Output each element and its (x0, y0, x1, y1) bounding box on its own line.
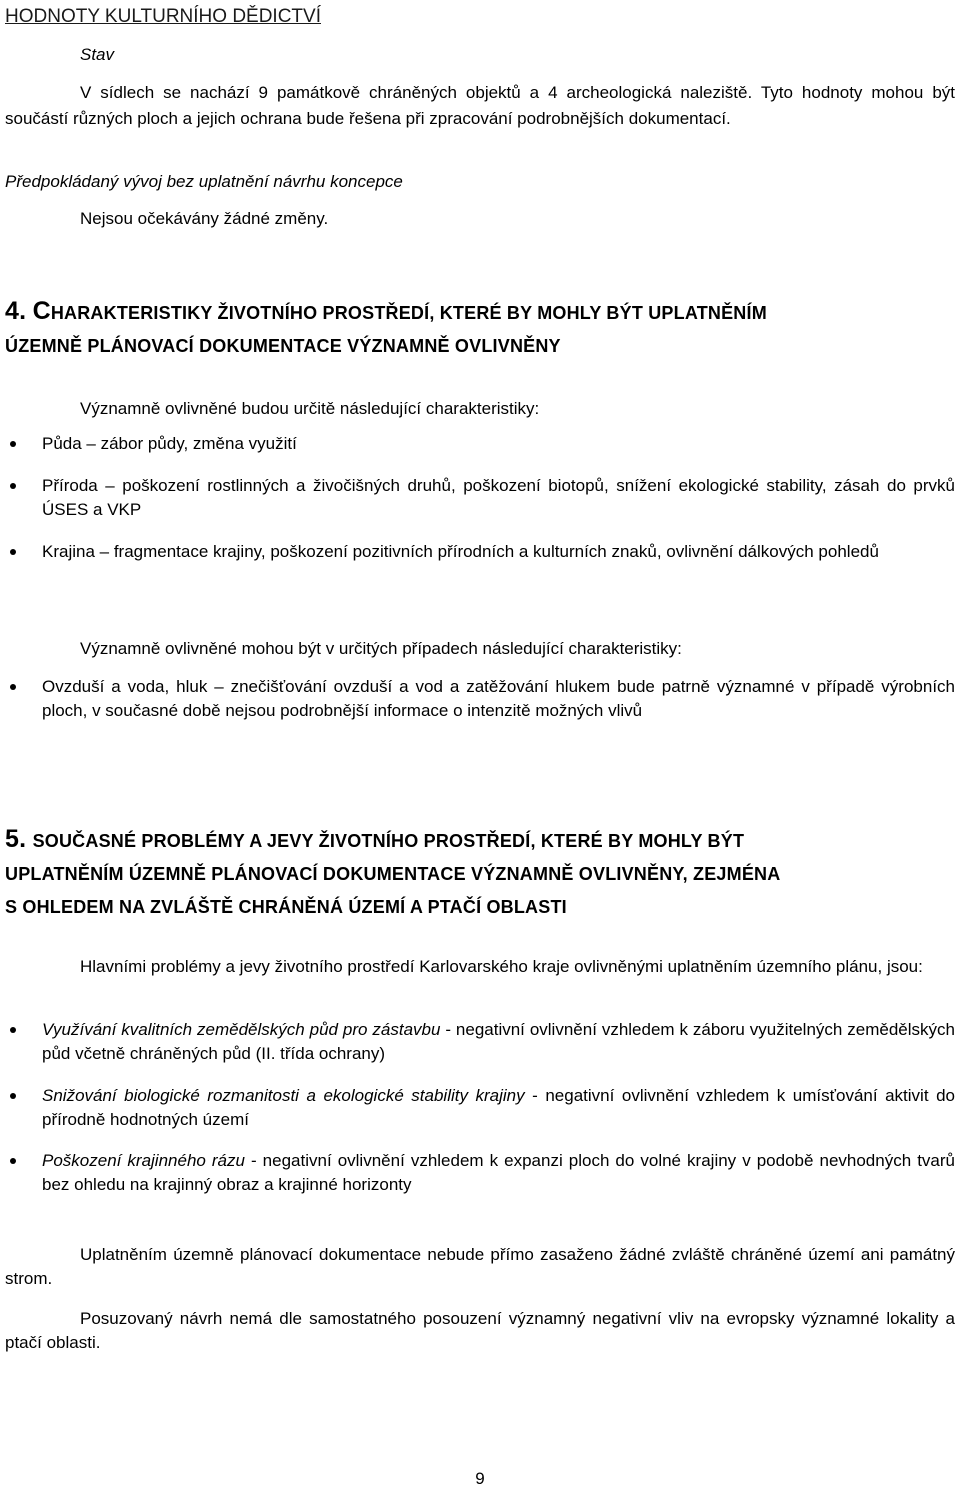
bullet-icon (10, 675, 20, 699)
problem-text (42, 1018, 955, 1066)
section-4-title-initial: C (32, 297, 51, 325)
problem-description: - negativní ovlivnění vzhledem k expanzi ploch do volné krajiny v podobě nevhodných tvarů bez ohledu na krajinný obraz a krajinné horizonty (42, 1151, 955, 1194)
page-number: 9 (475, 1469, 485, 1488)
section-4-title-line1: HARAKTERISTIKY ŽIVOTNÍHO PROSTŘEDÍ, KTERÉ BY MOHLY BÝT UPLATNĚNÍM (50, 303, 767, 323)
section-5-number: 5. (5, 825, 27, 853)
bullet-icon (10, 432, 20, 456)
section-4-number: 4. (5, 297, 27, 325)
problem-text (42, 1084, 955, 1132)
problem-description: - negativní ovlivnění vzhledem k záboru využitelných zemědělských půd včetně chráněných půd (II. třída ochrany) (42, 1020, 955, 1063)
section-4-title-line2: ÚZEMNĚ PLÁNOVACÍ DOKUMENTACE VÝZNAMNĚ OVLIVNĚNY (5, 336, 561, 356)
problem-name: Poškození krajinného rázu (42, 1151, 245, 1170)
section-5-title-line3: S OHLEDEM NA ZVLÁŠTĚ CHRÁNĚNÁ ÚZEMÍ A PTAČÍ OBLASTI (5, 897, 567, 917)
bullet-icon (10, 474, 20, 498)
possible-intro: Významně ovlivněné mohou být v určitých případech následující charakteristiky: (80, 639, 682, 658)
bullet-text: Půda – zábor půdy, změna využití (42, 434, 297, 453)
expected-development-text: Nejsou očekávány žádné změny. (80, 209, 329, 228)
bullet-text: Krajina – fragmentace krajiny, poškození pozitivních přírodních a kulturních znaků, ovlivnění dálkových pohledů (42, 542, 879, 561)
problem-name: Využívání kvalitních zemědělských půd pro zástavbu (42, 1020, 441, 1039)
section-5-heading (5, 824, 960, 923)
problem-description: - negativní ovlivnění vzhledem k umísťování aktivit do přírodně hodnotných území (42, 1086, 955, 1129)
conclusion-1: Uplatněním územně plánovací dokumentace nebude přímo zasaženo žádné zvláště chráněné území ani památný strom. (5, 1245, 955, 1288)
bullet-icon (10, 1018, 20, 1042)
problem-name: Snižování biologické rozmanitosti a ekologické stability krajiny (42, 1086, 525, 1105)
significant-intro: Významně ovlivněné budou určitě následující charakteristiky: (80, 399, 540, 418)
bullet-text: Ovzduší a voda, hluk – znečišťování ovzduší a vod a zatěžování hlukem bude patrně významné v případě výrobních ploch, v současné době nejsou podrobnější informace o intenzitě možných vlivů (42, 677, 955, 720)
bullet-icon (10, 540, 20, 564)
problem-text (42, 1149, 955, 1197)
section-4-heading (5, 296, 960, 362)
state-label: Stav (80, 45, 115, 64)
expected-development-label: Předpokládaný vývoj bez uplatnění návrhu koncepce (5, 172, 403, 191)
bullet-text: Příroda – poškození rostlinných a živočišných druhů, poškození biotopů, snížení ekologické stability, zásah do prvků ÚSES a VKP (42, 476, 955, 519)
conclusion-2: Posuzovaný návrh nemá dle samostatného posouzení významný negativní vliv na evropsky významné lokality a ptačí oblasti. (5, 1309, 955, 1352)
section-5-title-line2: UPLATNĚNÍM ÚZEMNĚ PLÁNOVACÍ DOKUMENTACE VÝZNAMNĚ OVLIVNĚNY, ZEJMÉNA (5, 864, 781, 884)
bullet-icon (10, 1149, 20, 1173)
state-paragraph: V sídlech se nachází 9 památkově chráněných objektů a 4 archeologická naleziště. Tyto hodnoty mohou být součástí různých ploch a jejich ochrana bude řešena při zpracování podrobnějších dokumentací. (5, 83, 955, 128)
section-5-intro: Hlavními problémy a jevy životního prostředí Karlovarského kraje ovlivněnými uplatněním územního plánu, jsou: (80, 957, 923, 976)
section-5-title-line1: SOUČASNÉ PROBLÉMY A JEVY ŽIVOTNÍHO PROSTŘEDÍ, KTERÉ BY MOHLY BÝT (32, 831, 745, 851)
heritage-title: HODNOTY KULTURNÍHO DĚDICTVÍ (5, 6, 321, 27)
bullet-icon (10, 1084, 20, 1108)
